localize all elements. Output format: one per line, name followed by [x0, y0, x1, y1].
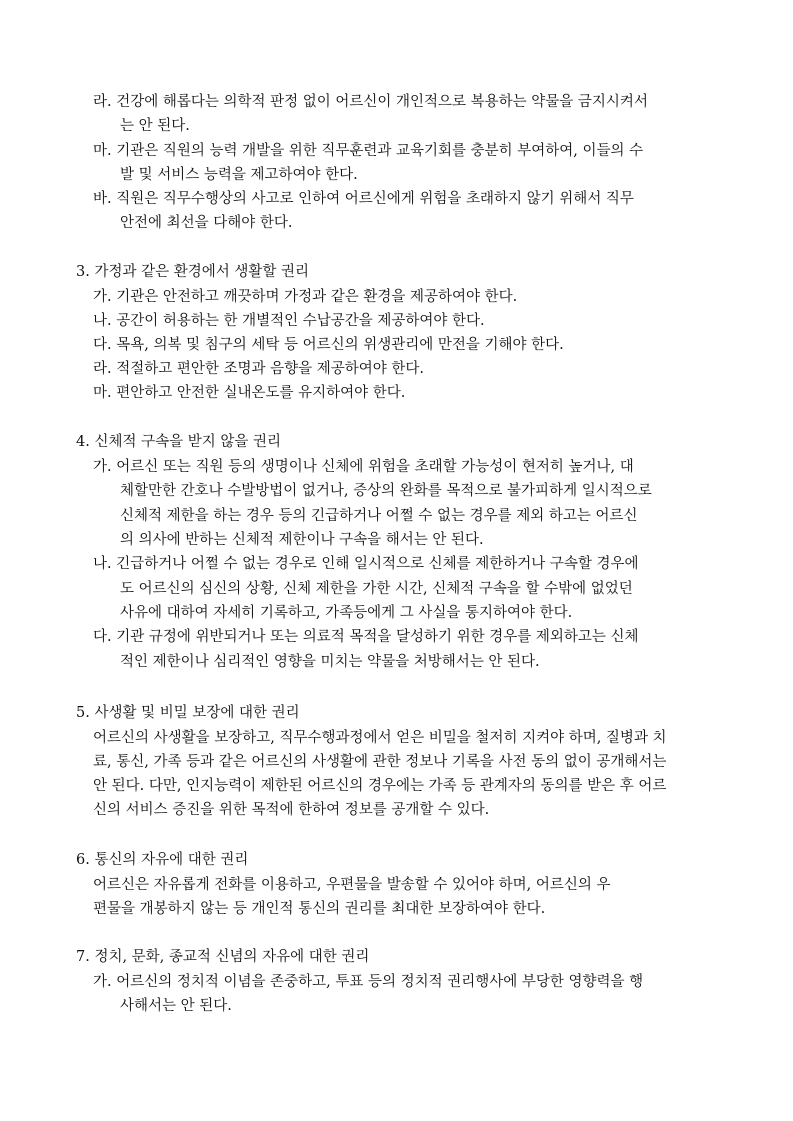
section-5-heading: 5. 사생활 및 비밀 보장에 대한 권리: [76, 705, 300, 721]
s5-paragraph-line-3: 안 된다. 다만, 인지능력이 제한된 어르신의 경우에는 가족 등 관계자의 동의를 받은 후 어르: [93, 778, 667, 794]
s3-item-na: 나. 공간이 허용하는 한 개별적인 수납공간을 제공하여야 한다.: [93, 313, 485, 329]
s4-item-ga-line-2: 체할만한 간호나 수발방법이 없거나, 증상의 완화를 목적으로 불가피하게 일시적으로: [120, 483, 652, 499]
item-ra-line-2: 는 안 된다.: [120, 118, 190, 134]
item-ba-line-1: 바. 직원은 직무수행상의 사고로 인하여 어르신에게 위험을 초래하지 않기 위해서 직무: [93, 191, 634, 207]
s4-item-da-line-2: 적인 제한이나 심리적인 영향을 미치는 약물을 처방해서는 안 된다.: [120, 654, 540, 670]
s3-item-ra: 라. 적절하고 편안한 조명과 음향을 제공하여야 한다.: [93, 361, 425, 377]
s7-item-ga-line-2: 사해서는 안 된다.: [120, 998, 232, 1014]
s4-item-na-line-3: 사유에 대하여 자세히 기록하고, 가족등에게 그 사실을 통지하여야 한다.: [120, 605, 573, 621]
s3-item-ga: 가. 기관은 안전하고 깨끗하며 가정과 같은 환경을 제공하여야 한다.: [93, 289, 518, 305]
section-7-heading: 7. 정치, 문화, 종교적 신념의 자유에 대한 권리: [76, 949, 370, 965]
item-ba-line-2: 안전에 최선을 다해야 한다.: [120, 215, 293, 231]
s4-item-ga-line-3: 신체적 제한을 하는 경우 등의 긴급하거나 어쩔 수 없는 경우를 제외 하고는 어르신: [120, 508, 638, 524]
s7-item-ga-line-1: 가. 어르신의 정치적 이념을 존중하고, 투표 등의 정치적 권리행사에 부당한 영향력을 행: [93, 974, 644, 990]
section-3-heading: 3. 가정과 같은 환경에서 생활할 권리: [76, 264, 309, 280]
s5-paragraph-line-1: 어르신의 사생활을 보장하고, 직무수행과정에서 얻은 비밀을 철저히 지켜야 하며, 질병과 치: [93, 730, 667, 746]
s6-paragraph-line-1: 어르신은 자유롭게 전화를 이용하고, 우편물을 발송할 수 있어야 하며, 어르신의 우: [93, 877, 611, 893]
s3-item-da: 다. 목욕, 의복 및 침구의 세탁 등 어르신의 위생관리에 만전을 기해야 한다.: [93, 337, 564, 353]
s4-item-na-line-1: 나. 긴급하거나 어쩔 수 없는 경우로 인해 일시적으로 신체를 제한하거나 구속할 경우에: [93, 556, 639, 572]
s4-item-ga-line-1: 가. 어르신 또는 직원 등의 생명이나 신체에 위험을 초래할 가능성이 현저히 높거나, 대: [93, 459, 634, 475]
s4-item-da-line-1: 다. 기관 규정에 위반되거나 또는 의료적 목적을 달성하기 위한 경우를 제외하고는 신체: [93, 629, 639, 645]
section-4-heading: 4. 신체적 구속을 받지 않을 권리: [76, 434, 281, 450]
s4-item-ga-line-4: 의 의사에 반하는 신체적 제한이나 구속을 해서는 안 된다.: [120, 532, 484, 548]
section-6-heading: 6. 통신의 자유에 대한 권리: [76, 852, 249, 868]
s3-item-ma: 마. 편안하고 안전한 실내온도를 유지하여야 한다.: [93, 385, 406, 401]
s5-paragraph-line-4: 신의 서비스 증진을 위한 목적에 한하여 정보를 공개할 수 있다.: [93, 802, 490, 818]
s6-paragraph-line-2: 편물을 개봉하지 않는 등 개인적 통신의 권리를 최대한 보장하여야 한다.: [93, 901, 546, 917]
item-ra-line-1: 라. 건강에 해롭다는 의학적 판정 없이 어르신이 개인적으로 복용하는 약물을 금지시켜서: [93, 94, 648, 110]
s5-paragraph-line-2: 료, 통신, 가족 등과 같은 어르신의 사생활에 관한 정보나 기록을 사전 동의 없이 공개해서는: [93, 754, 667, 770]
item-ma-line-1: 마. 기관은 직원의 능력 개발을 위한 직무훈련과 교육기회를 충분히 부여하여, 이들의 수: [93, 143, 644, 159]
s4-item-na-line-2: 도 어르신의 심신의 상황, 신체 제한을 가한 시간, 신체적 구속을 할 수밖에 없었던: [120, 581, 633, 597]
item-ma-line-2: 발 및 서비스 능력을 제고하여야 한다.: [120, 167, 358, 183]
